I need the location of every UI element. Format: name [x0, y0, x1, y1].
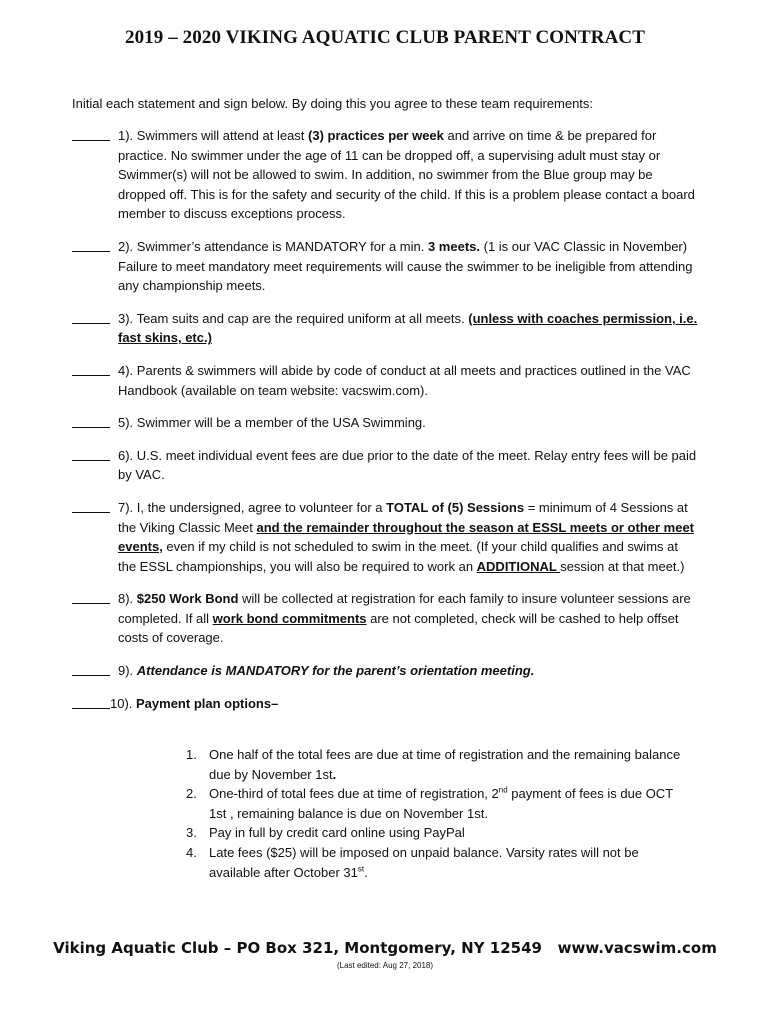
statement-2 [72, 237, 702, 296]
initial-line[interactable] [72, 309, 110, 324]
initial-line[interactable] [72, 413, 110, 428]
statement-8 [72, 589, 702, 648]
list-item: 2. One-third of total fees due at time of registration, 2nd payment of fees is due OCT 1st , remaining balance is due on November 1st. [186, 785, 673, 821]
page-title: 2019 – 2020 VIKING AQUATIC CLUB PARENT CONTRACT [124, 27, 646, 48]
statement-4 [72, 361, 702, 400]
initial-line[interactable] [72, 126, 110, 141]
list-item: 4. Late fees ($25) will be imposed on unpaid balance. Varsity rates will not be available after October 31st. [186, 844, 639, 880]
initial-line[interactable] [72, 446, 110, 461]
statement-text: 3). Team suits and cap are the required uniform at all meets. (unless with coaches permission, i.e. fast skins, etc.) [118, 310, 698, 346]
initial-line[interactable] [72, 589, 110, 604]
payment-plan-list [186, 745, 686, 882]
statement-7 [72, 498, 702, 576]
initial-line[interactable] [72, 237, 110, 252]
statement-text: 8). $250 Work Bond will be collected at registration for each family to insure volunteer sessions are completed. If all work bond commitments are not completed, check will be cashed to help offset costs of coverage. [118, 591, 691, 646]
intro-instructions: Initial each statement and sign below. By doing this you agree to these team requirements: [72, 96, 594, 111]
initial-line[interactable] [72, 661, 110, 676]
statement-text: 1). Swimmers will attend at least (3) practices per week and arrive on time & be prepared for practice. No swimmer under the age of 11 can be dropped off, a supervising adult must stay or Swimmer(s) will not be allowed to swim. In addition, no swimmer from the Blue group may be dropped off. This is for the safety and security of the child. If this is a problem please contact a board member to discuss exceptions process. [118, 128, 695, 222]
list-item: 1. One half of the total fees are due at time of registration and the remaining balance due by November 1st. [186, 747, 681, 782]
last-edited-note: (Last edited: Aug 27, 2018) [336, 961, 434, 970]
statement-text: 7). I, the undersigned, agree to volunteer for a TOTAL of (5) Sessions = minimum of 4 Sessions at the Viking Classic Meet and the remainder throughout the season at ESSL meets or other meet events, even if my child is not scheduled to swim in the meet. (If your child qualifies and swims at the ESSL championships, you will also be required to work an ADDITIONAL session at that meet.) [118, 499, 695, 574]
initial-line[interactable] [72, 694, 110, 709]
footer-contact: Viking Aquatic Club – PO Box 321, Montgomery, NY 12549 www.vacswim.com [53, 939, 717, 957]
statement-text: 10). Payment plan options– [110, 695, 279, 711]
statement-10 [72, 694, 702, 714]
statement-text: 4). Parents & swimmers will abide by code of conduct at all meets and practices outlined in the VAC Handbook (available on team website: vacswim.com). [118, 362, 691, 398]
statement-text: 9). Attendance is MANDATORY for the parent’s orientation meeting. [118, 663, 535, 679]
statement-9 [72, 661, 702, 681]
statement-5 [72, 413, 702, 433]
statement-1 [72, 126, 702, 224]
list-item: 3. Pay in full by credit card online using PayPal [186, 825, 465, 841]
statement-text: 5). Swimmer will be a member of the USA Swimming. [118, 415, 426, 431]
initial-line[interactable] [72, 361, 110, 376]
statement-text: 6). U.S. meet individual event fees are due prior to the date of the meet. Relay entry fees will be paid by VAC. [118, 447, 697, 483]
statement-6 [72, 446, 702, 485]
contract-statements [72, 126, 702, 726]
statement-text: 2). Swimmer’s attendance is MANDATORY for a min. 3 meets. (1 is our VAC Classic in November) Failure to meet mandatory meet requirements will cause the swimmer to be ineligible from attending any championship meets. [118, 238, 693, 294]
initial-line[interactable] [72, 498, 110, 513]
statement-3 [72, 309, 702, 348]
